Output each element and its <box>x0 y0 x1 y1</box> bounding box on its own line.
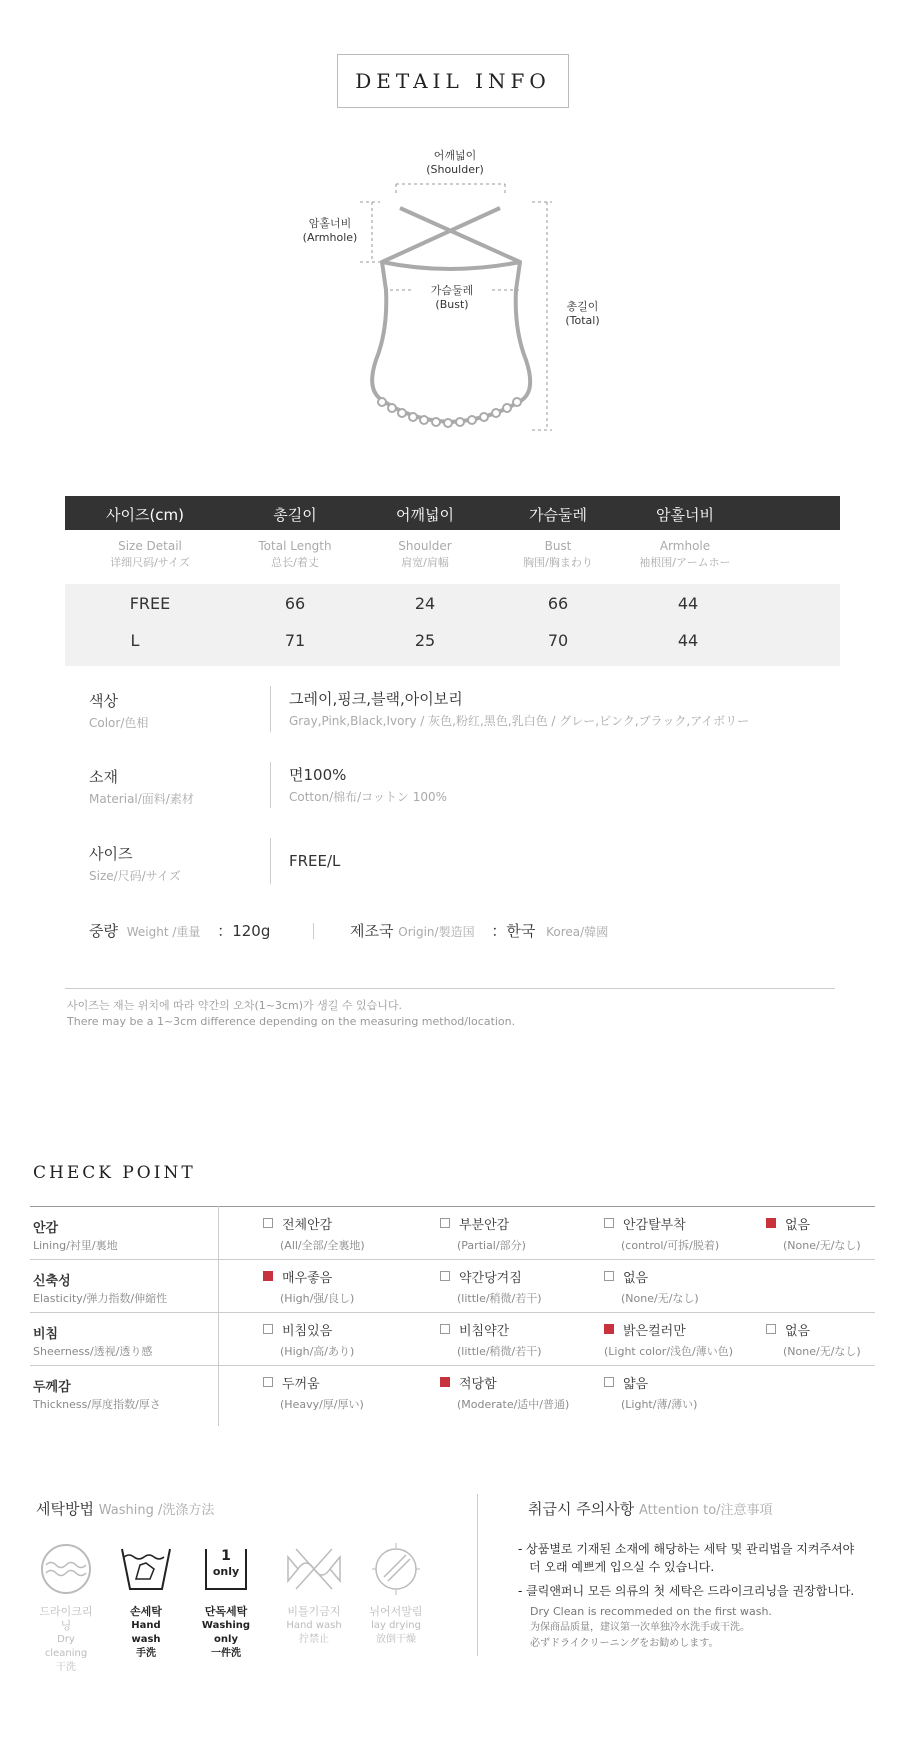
option[interactable]: 비침있음 (High/高/あり) <box>263 1322 354 1362</box>
checkbox-checked-icon <box>766 1218 776 1228</box>
caution-title: 취급시 주의사항 Attention to/注意事項 <box>528 1500 773 1518</box>
size-table-body <box>65 584 840 666</box>
subheader-total-length: Total Length 总长/着丈 <box>258 539 332 569</box>
dry-clean-icon <box>36 1543 96 1595</box>
option[interactable]: 밝은컬러만 (Light color/浅色/薄い色) <box>604 1324 734 1358</box>
caution-note: Dry Clean is recommeded on the first wash. 为保商品质量，建议第一次单独冷水洗手或干洗。 必ずドライクリーニングをお勧めします。 <box>530 1605 772 1649</box>
subheader-armhole: Armhole 袖根围/アームホー <box>639 539 731 569</box>
header-bust: 가슴둘레 <box>529 506 587 524</box>
weight-row: 중량 Weight /重量 ：120g <box>89 922 271 940</box>
size-label: 사이즈 Size/尺码/サイズ <box>89 845 181 883</box>
option[interactable]: 없음 (None/无/なし) <box>766 1322 861 1362</box>
shoulder-label: 어깨넓이 (Shoulder) <box>426 149 484 176</box>
checkbox-icon <box>263 1377 273 1387</box>
checkbox-checked-icon <box>440 1377 450 1387</box>
option[interactable]: 매우좋음 (High/强/良し) <box>263 1269 354 1309</box>
divider <box>270 762 271 808</box>
option[interactable]: 전체안감 (All/全部/全裏地) <box>263 1216 365 1256</box>
checkbox-icon <box>263 1218 273 1228</box>
color-value: 그레이,핑크,블랙,아이보리 Gray,Pink,Black,Ivory / 灰色,粉红,黑色,乳白色 / グレー,ピンク,ブラック,アイボリー <box>289 690 750 728</box>
size-note: 사이즈는 재는 위치에 따라 약간의 오차(1~3cm)가 생길 수 있습니다. There may be a 1~3cm difference depending on the measuring method/location. <box>67 999 516 1028</box>
divider <box>477 1494 478 1656</box>
header-total-length: 총길이 <box>273 506 317 524</box>
table-row: FREE 66 24 66 44 <box>129 594 699 613</box>
page-title: DETAIL INFO <box>337 54 569 108</box>
color-label: 색상 Color/色相 <box>89 692 149 730</box>
checkbox-icon <box>440 1324 450 1334</box>
checkbox-icon <box>440 1271 450 1281</box>
checkpoint-row-thickness: 두께감 Thickness/厚度指数/厚さ 두꺼움 (Heavy/厚/厚い) 적당함 (Moderate/适中/普通) 얇음 (Light/薄/薄い) <box>30 1365 875 1418</box>
option[interactable]: 두꺼움 (Heavy/厚/厚い) <box>263 1375 364 1415</box>
header-shoulder: 어깨넓이 <box>396 506 454 524</box>
option[interactable]: 부분안감 (Partial/部分) <box>440 1216 526 1256</box>
option[interactable]: 비침약간 (little/稍微/若干) <box>440 1322 542 1362</box>
divider <box>65 988 835 989</box>
checkbox-icon <box>766 1324 776 1334</box>
no-wring-item: 비틀기금지 Hand wash 拧禁止 <box>284 1543 344 1647</box>
subheader-shoulder: Shoulder 肩宽/肩幅 <box>398 539 452 569</box>
checkbox-icon <box>604 1218 614 1228</box>
checkbox-checked-icon <box>604 1324 614 1334</box>
lay-dry-item: 뉘어서말림 lay drying 放倒干燥 <box>366 1543 426 1647</box>
size-table-header <box>65 496 840 530</box>
checkbox-icon <box>604 1271 614 1281</box>
material-value: 면100% Cotton/棉布/コットン 100% <box>289 766 448 804</box>
caution-text: - 상품별로 기재된 소재에 해당하는 세탁 및 관리법을 지켜주셔야 더 오래 예쁘게 입으실 수 있습니다. - 클릭앤퍼니 모든 의류의 첫 세탁은 드라이크리닝을 권장합니다. <box>518 1542 855 1598</box>
subheader-size: Size Detail 详细尺码/サイズ <box>110 539 190 569</box>
divider <box>270 686 271 732</box>
bust-label: 가슴둘레 (Bust) <box>412 284 492 312</box>
hand-wash-item: 손세탁 Hand wash 手洗 <box>116 1543 176 1661</box>
option[interactable]: 얇음 (Light/薄/薄い) <box>604 1375 697 1415</box>
checkpoint-row-elasticity: 신축성 Elasticity/弹力指数/伸縮性 매우좋음 (High/强/良し) 약간당겨짐 (little/稍微/若干) 없음 (None/无/なし) <box>30 1259 875 1313</box>
no-wring-icon <box>284 1543 344 1595</box>
origin-row: 제조국 Origin/製造国 ：한국 Korea/韓國 <box>350 922 609 940</box>
divider <box>270 838 271 884</box>
option[interactable]: 안감탈부착 (control/可拆/脱着) <box>604 1216 719 1256</box>
checkpoint-row-lining: 안감 Lining/衬里/裏地 전체안감 (All/全部/全裏地) 부분안감 (Partial/部分) 안감탈부착 (control/可拆/脱着) 없음 (None/无/なし) <box>30 1206 875 1260</box>
option[interactable]: 없음 (None/无/なし) <box>766 1216 861 1256</box>
option[interactable]: 약간당겨짐 (little/稍微/若干) <box>440 1269 542 1309</box>
checkbox-icon <box>263 1324 273 1334</box>
armhole-label: 암홀너비 (Armhole) <box>302 217 358 244</box>
washing-title: 세탁방법 Washing /洗涤方法 <box>36 1500 215 1518</box>
total-label: 총길이 (Total) <box>565 300 600 327</box>
dry-clean-item: 드라이크리닝 Dry cleaning 干洗 <box>36 1543 96 1675</box>
material-label: 소재 Material/面料/素材 <box>89 768 194 806</box>
option[interactable]: 없음 (None/无/なし) <box>604 1269 699 1309</box>
checkpoint-title: CHECK POINT <box>33 1163 196 1183</box>
option[interactable]: 적당함 (Moderate/适中/普通) <box>440 1375 569 1415</box>
hand-wash-icon <box>116 1543 176 1595</box>
header-armhole: 암홀너비 <box>656 506 714 524</box>
checkbox-checked-icon <box>263 1271 273 1281</box>
checkpoint-row-sheerness: 비침 Sheerness/透视/透り感 비침있음 (High/高/あり) 비침약간 (little/稍微/若干) 밝은컬러만 (Light color/浅色/薄い色) 없음 (None/无/なし) <box>30 1312 875 1366</box>
lay-dry-icon <box>366 1543 426 1595</box>
size-value: FREE/L <box>289 852 341 870</box>
table-row: L 71 25 70 44 <box>130 631 699 650</box>
header-size: 사이즈(cm) <box>105 506 185 524</box>
checkbox-icon <box>440 1218 450 1228</box>
subheader-bust: Bust 胸围/胸まわり <box>523 539 593 569</box>
checkbox-icon <box>604 1377 614 1387</box>
wash-alone-item: 1 only 단독세탁 Washing only 一件洗 <box>196 1543 256 1661</box>
divider <box>313 923 314 939</box>
